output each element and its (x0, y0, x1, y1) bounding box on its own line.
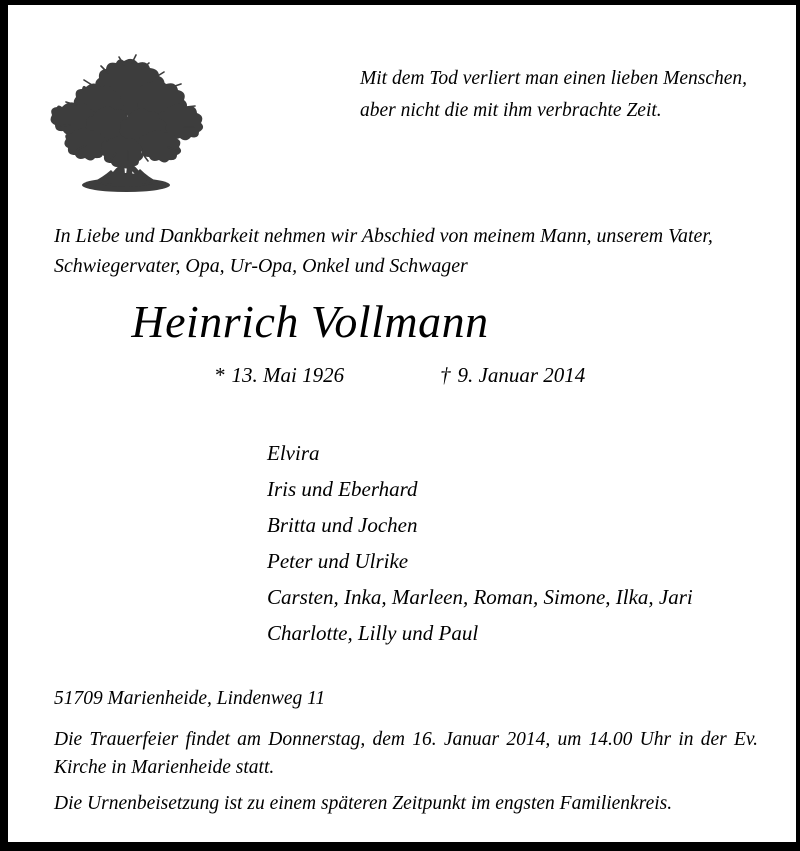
list-item: Britta und Jochen (267, 513, 418, 537)
tree-illustration (46, 53, 206, 203)
intro-paragraph: In Liebe und Dankbarkeit nehmen wir Abschied von meinem Mann, unserem Vater, Schwiegervater, Opa, Ur-Opa, Onkel und Schwager (54, 225, 713, 277)
list-item: Iris und Eberhard (267, 477, 418, 501)
address-line: 51709 Marienheide, Lindenweg 11 (54, 687, 326, 709)
deceased-name: Heinrich Vollmann (131, 296, 489, 347)
birth-date (214, 362, 440, 388)
epigraph-line-2: aber nicht die mit ihm verbrachte Zeit. (360, 100, 662, 121)
list-item: Charlotte, Lilly und Paul (267, 621, 479, 645)
list-item: Carsten, Inka, Marleen, Roman, Simone, Ilka, Jari (267, 585, 693, 609)
birth-symbol-asterisk-icon: * (214, 363, 225, 387)
death-date-value: 9. Januar 2014 (457, 363, 586, 387)
notice-body (8, 5, 796, 842)
epigraph (360, 63, 760, 127)
list-item: Peter und Ulrike (267, 549, 409, 573)
family-list (267, 435, 693, 651)
birth-date-value: 13. Mai 1926 (231, 363, 345, 387)
epigraph-line-1: Mit dem Tod verliert man einen lieben Menschen, (360, 68, 748, 89)
death-symbol-cross-icon: † (440, 363, 451, 387)
list-item: Elvira (267, 441, 320, 465)
service-info: Die Trauerfeier findet am Donnerstag, dem 16. Januar 2014, um 14.00 Uhr in der Ev. Kirche in Marienheide statt. (54, 729, 758, 778)
death-date (440, 362, 614, 388)
urn-note: Die Urnenbeisetzung ist zu einem späteren Zeitpunkt im engsten Familienkreis. (54, 793, 673, 814)
life-dates (214, 362, 614, 388)
